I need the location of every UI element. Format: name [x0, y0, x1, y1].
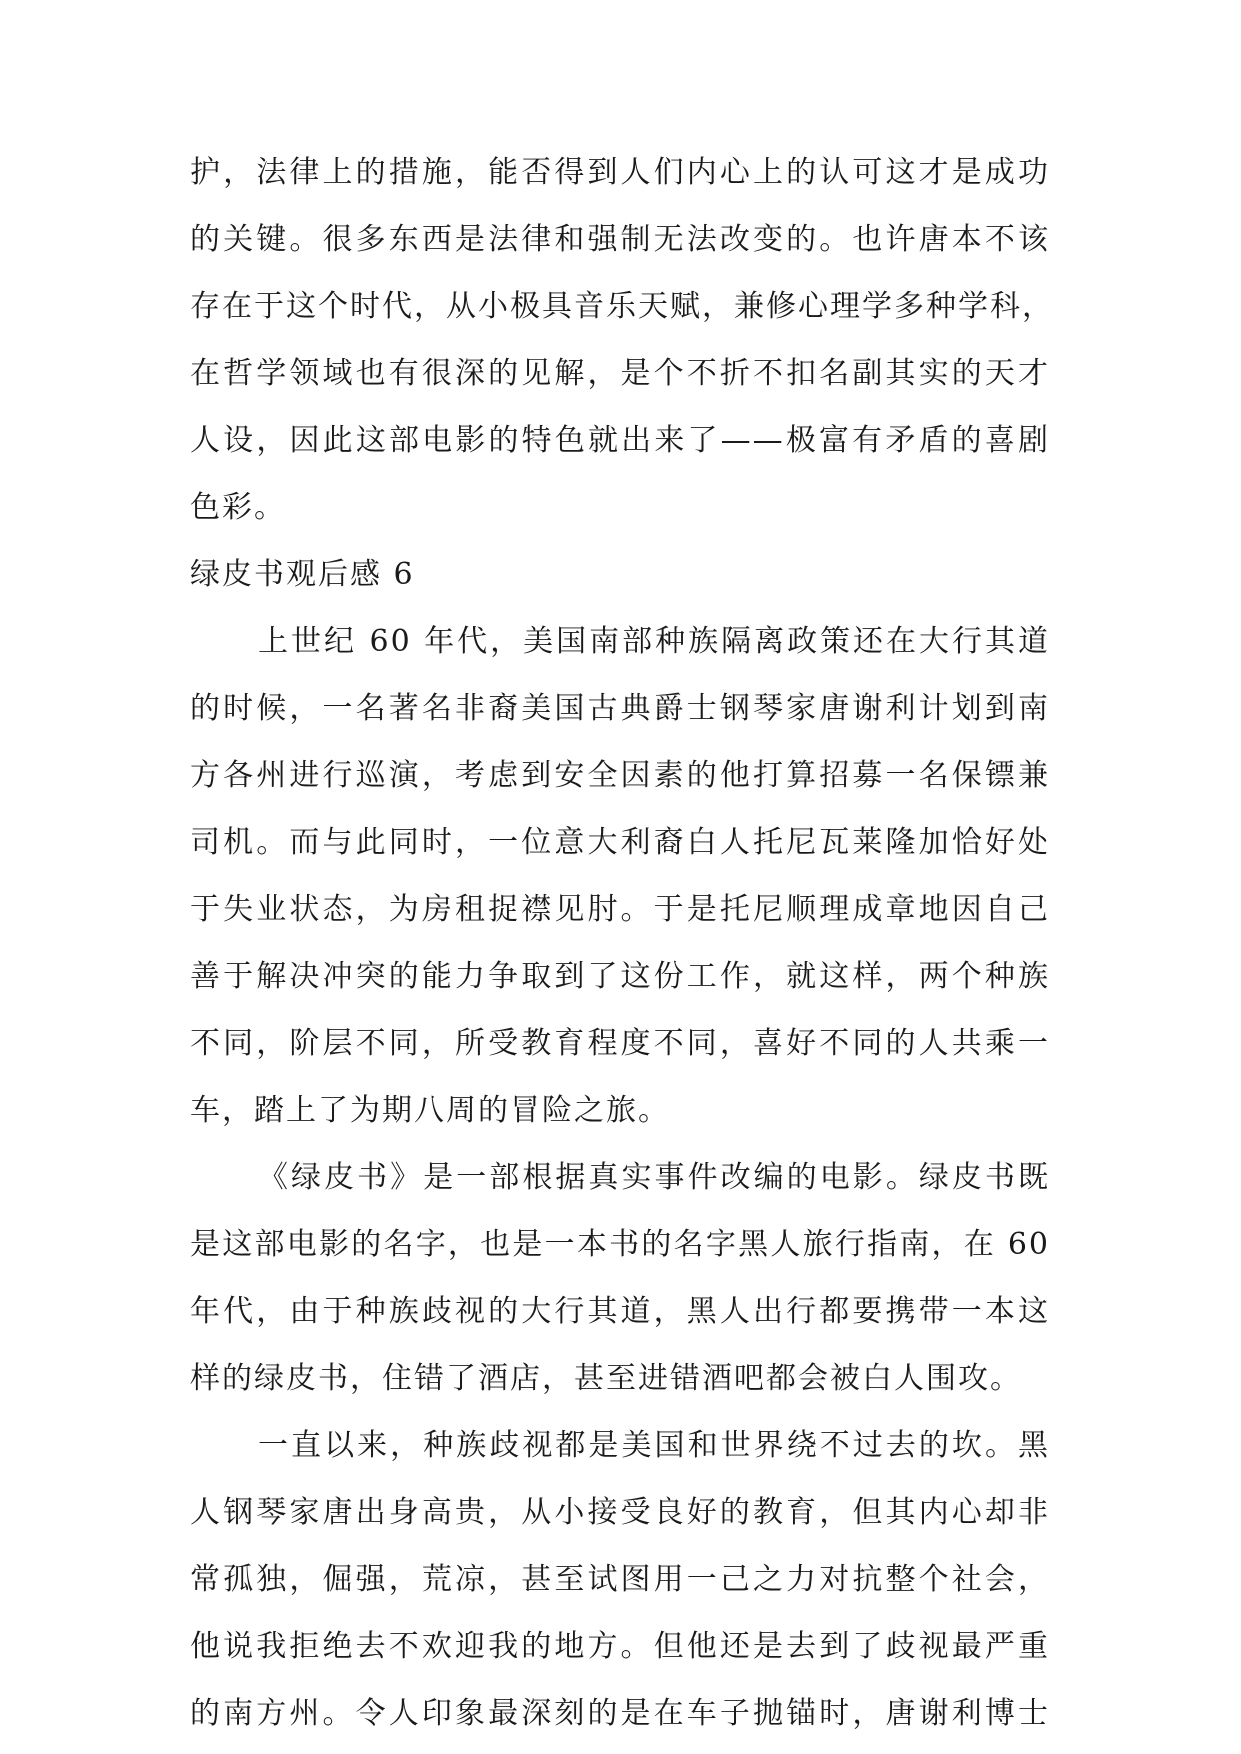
paragraph-3	[190, 1160, 1050, 1396]
text-line: 上世纪 60 年代，美国南部种族隔离政策还在大行其道	[258, 624, 1050, 659]
text-line: 于失业状态，为房租捉襟见肘。于是托尼顺理成章地因自己	[190, 892, 1050, 927]
text-line: 人设，因此这部电影的特色就出来了——极富有矛盾的喜剧	[190, 423, 1050, 458]
text-line: 的南方州。令人印象最深刻的是在车子抛锚时，唐谢利博士	[190, 1696, 1050, 1731]
text-line: 在哲学领域也有很深的见解，是个不折不扣名副其实的天才	[190, 356, 1050, 391]
text-line: 是这部电影的名字，也是一本书的名字黑人旅行指南，在 60	[190, 1227, 1050, 1262]
text-line: 他说我拒绝去不欢迎我的地方。但他还是去到了歧视最严重	[190, 1629, 1050, 1664]
text-line: 《绿皮书》是一部根据真实事件改编的电影。绿皮书既	[258, 1160, 1050, 1195]
text-line: 不同，阶层不同，所受教育程度不同，喜好不同的人共乘一	[190, 1026, 1050, 1061]
section-heading: 绿皮书观后感 6	[190, 557, 415, 592]
paragraph-1	[190, 155, 1054, 525]
paragraph-4	[190, 1428, 1050, 1731]
text-line: 一直以来，种族歧视都是美国和世界绕不过去的坎。黑	[258, 1428, 1050, 1463]
text-line: 善于解决冲突的能力争取到了这份工作，就这样，两个种族	[190, 959, 1050, 994]
text-line: 的关键。很多东西是法律和强制无法改变的。也许唐本不该	[190, 222, 1050, 257]
paragraph-2	[190, 624, 1050, 1128]
body-text	[190, 155, 1054, 1731]
text-line: 人钢琴家唐出身高贵，从小接受良好的教育，但其内心却非	[190, 1495, 1050, 1530]
text-line: 色彩。	[190, 490, 286, 525]
text-line: 车，踏上了为期八周的冒险之旅。	[190, 1093, 670, 1128]
text-line: 存在于这个时代，从小极具音乐天赋，兼修心理学多种学科，	[190, 289, 1054, 324]
text-line: 常孤独，倔强，荒凉，甚至试图用一己之力对抗整个社会，	[190, 1562, 1050, 1597]
text-line: 护，法律上的措施，能否得到人们内心上的认可这才是成功	[190, 155, 1050, 190]
text-line: 的时候，一名著名非裔美国古典爵士钢琴家唐谢利计划到南	[190, 691, 1050, 726]
text-line: 样的绿皮书，住错了酒店，甚至进错酒吧都会被白人围攻。	[190, 1361, 1022, 1396]
text-line: 年代，由于种族歧视的大行其道，黑人出行都要携带一本这	[190, 1294, 1050, 1329]
text-line: 方各州进行巡演，考虑到安全因素的他打算招募一名保镖兼	[190, 758, 1050, 793]
text-line: 司机。而与此同时，一位意大利裔白人托尼瓦莱隆加恰好处	[190, 825, 1050, 860]
